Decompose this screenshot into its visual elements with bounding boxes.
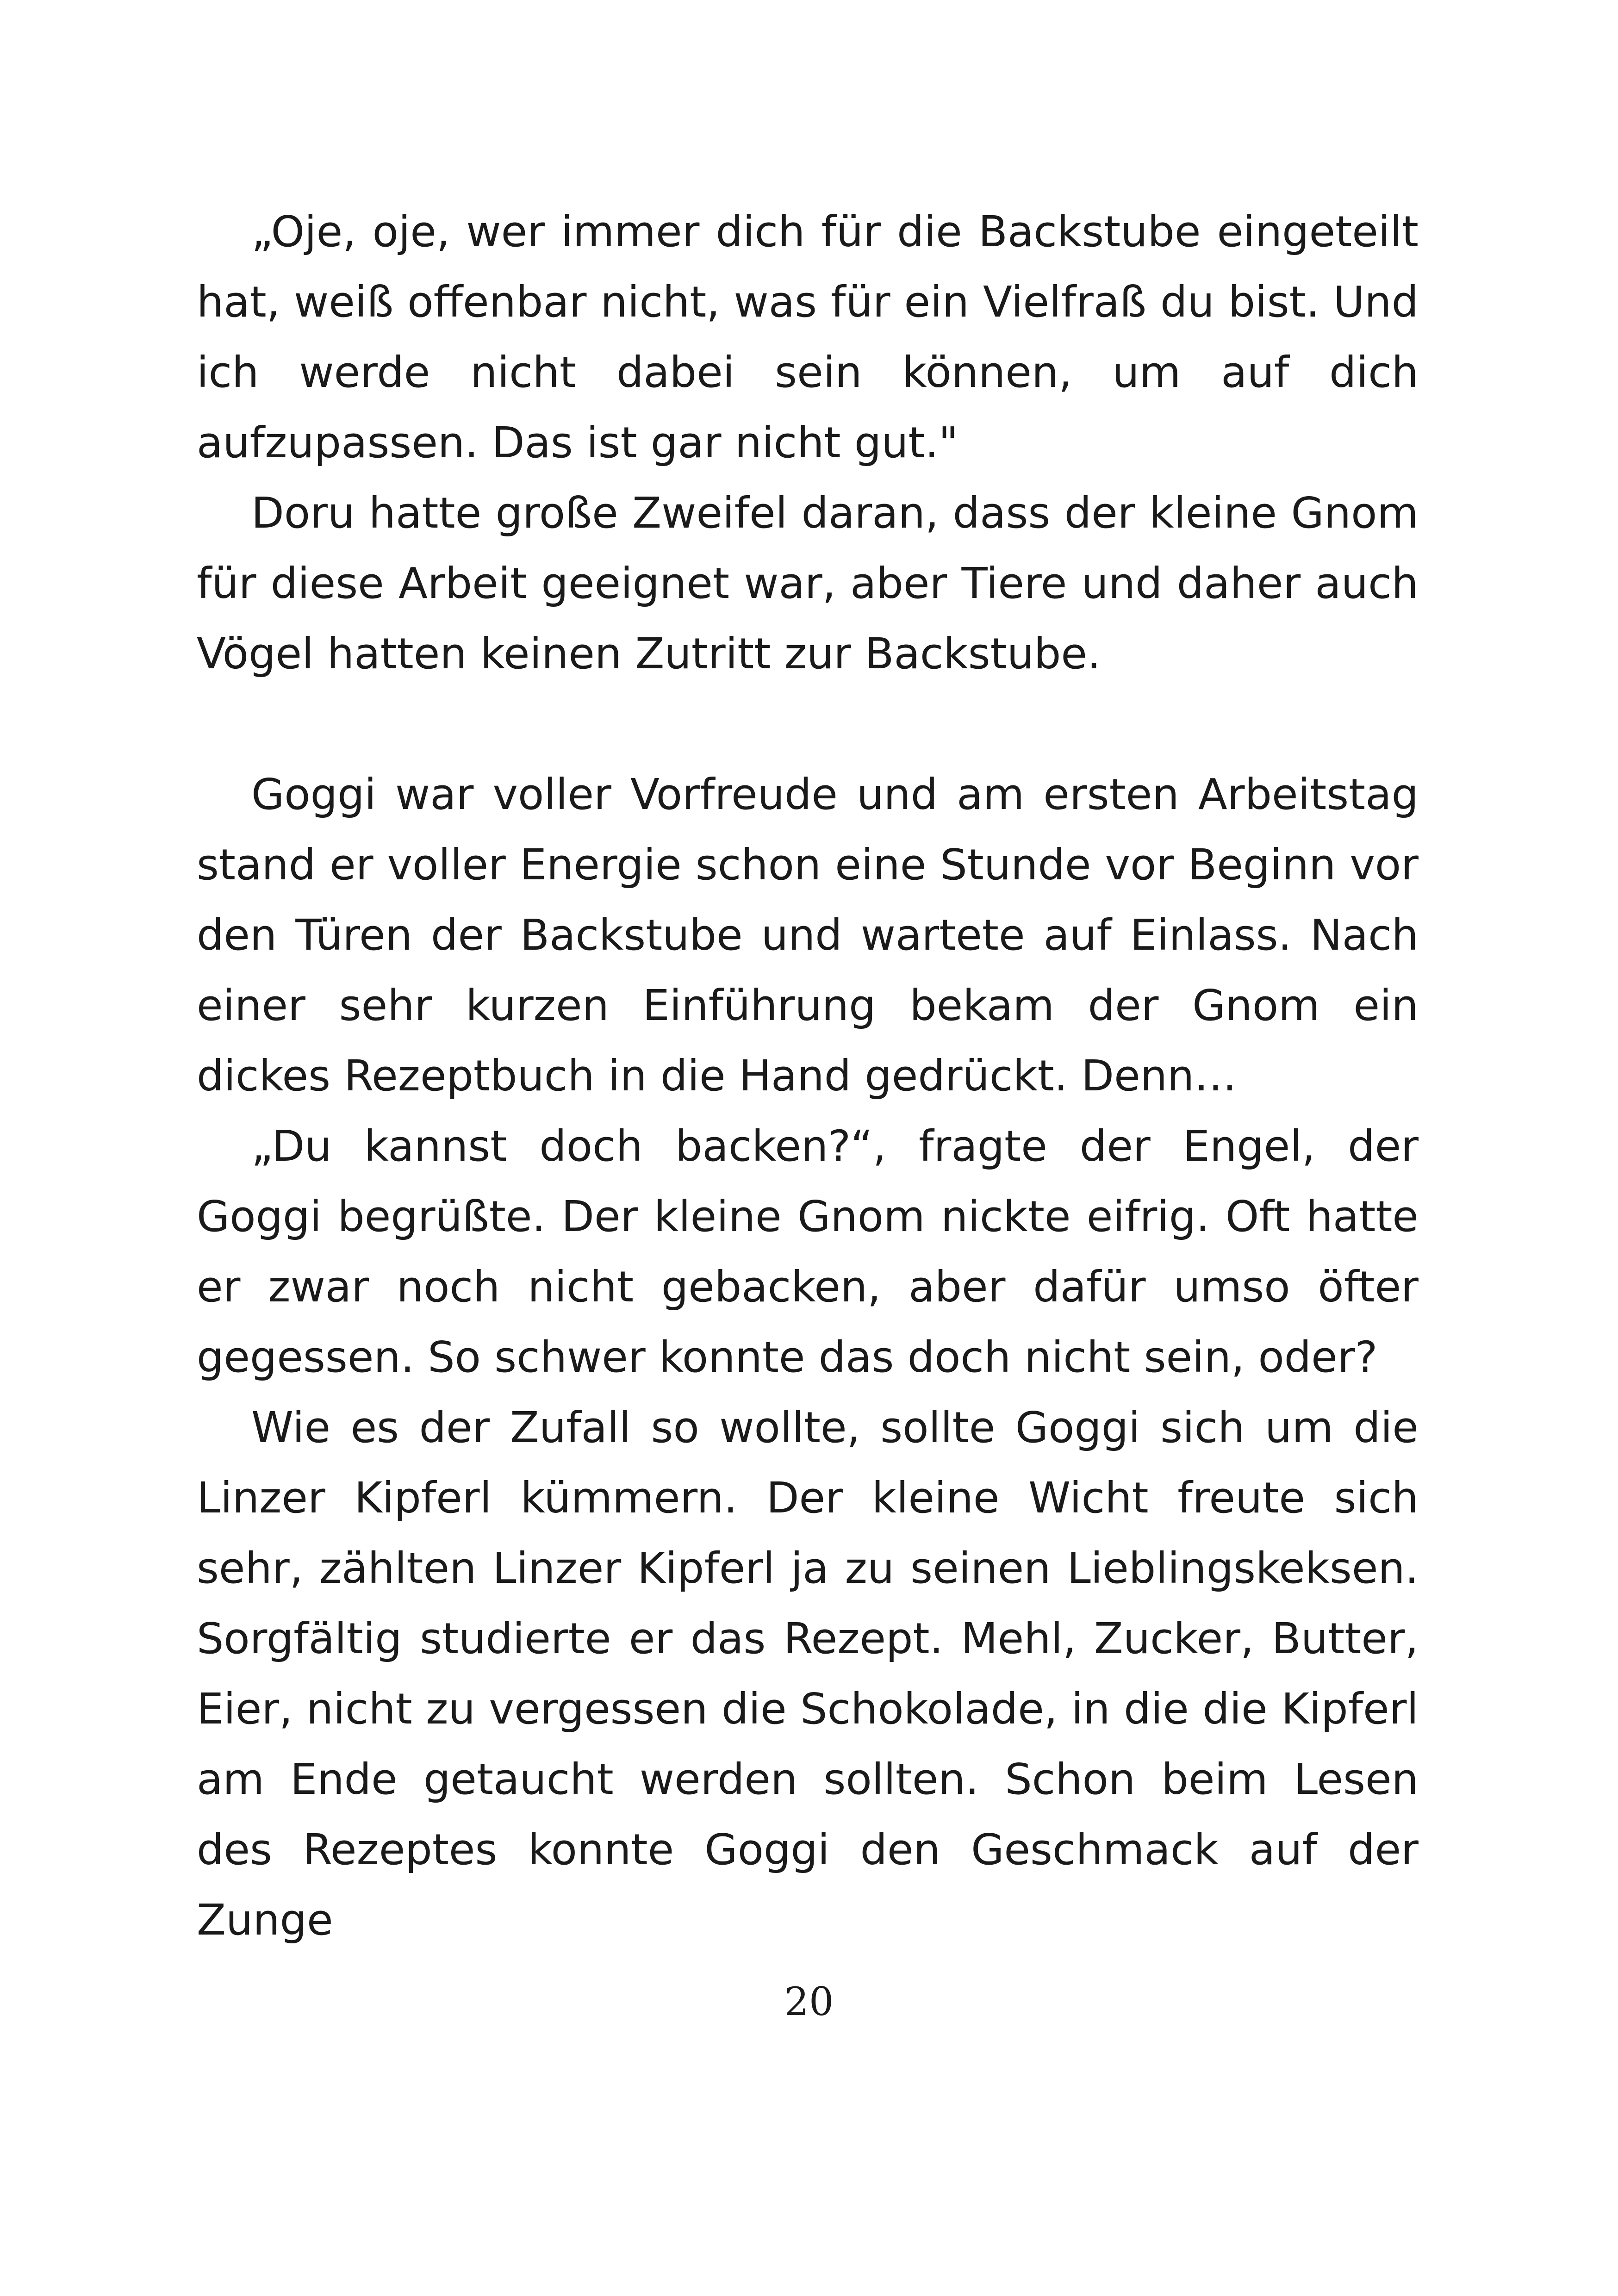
page-number: 20 <box>784 1979 834 2024</box>
body-text <box>197 197 1419 1955</box>
paragraph-2: Doru hatte große Zweifel daran, dass der kleine Gnom für diese Arbeit geeignet war, aber Tiere und daher auch Vögel hatten keinen Zutritt zur Backstube. <box>197 488 1419 678</box>
paragraph-4: „Du kannst doch backen?“, fragte der Engel, der Goggi begrüßte. Der kleine Gnom nickte eifrig. Oft hatte er zwar noch nicht gebacken, aber dafür umso öfter gegessen. So schwer konnte das doch nicht sein, oder? <box>197 1121 1419 1382</box>
paragraph-1: „Oje, oje, wer immer dich für die Backstube eingeteilt hat, weiß offenbar nicht, was für ein Vielfraß du bist. Und ich werde nicht dabei sein können, um auf dich aufzupassen. Das ist gar nicht gut." <box>197 207 1419 467</box>
paragraph-3: Goggi war voller Vorfreude und am ersten Arbeitstag stand er voller Energie schon eine Stunde vor Beginn vor den Türen der Backstube und wartete auf Einlass. Nach einer sehr kurzen Einführung bekam der Gnom ein dickes Rezeptbuch in die Hand gedrückt. Denn… <box>197 770 1419 1101</box>
paragraph-5: Wie es der Zufall so wollte, sollte Goggi sich um die Linzer Kipferl kümmern. Der kleine Wicht freute sich sehr, zählten Linzer Kipferl ja zu seinen Lieblingskeksen. Sorgfältig studierte er das Rezept. Mehl, Zucker, Butter, Eier, nicht zu vergessen die Schokolade, in die die Kipferl am Ende getaucht werden sollten. Schon beim Lesen des Rezeptes konnte Goggi den Geschmack auf der Zunge <box>197 1403 1419 1945</box>
